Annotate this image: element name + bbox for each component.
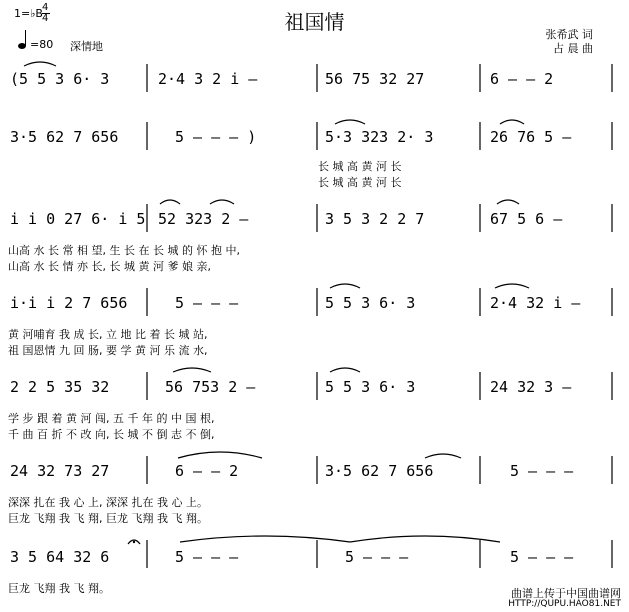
lyric-3-a: 山高 水 长 常 相 望, 生 长 在 长 城 的 怀 抱 中, [8,244,240,257]
measure-2-3: 5·3 323 2· 3 [325,128,434,146]
lyric-5-a: 学 步 跟 着 黄 河 闯, 五 千 年 的 中 国 根, [8,412,215,425]
measure-5-3: 5 5 3 6· 3 [325,378,416,396]
measure-3-2: 52 323 2 – [158,210,249,228]
measure-4-3: 5 5 3 6· 3 [325,294,416,312]
measure-5-1: 2 2 5 35 32 [10,378,110,396]
measure-2-4: 26 76 5 – [490,128,572,146]
measure-3-4: 67 5 6 – [490,210,563,228]
measure-1-1: (5 5 3 6· 3 [10,70,110,88]
time-signature [42,3,50,24]
measure-3-1: i i 0 27 6· i 5 [10,210,146,228]
measure-7-3: 5 – – – [345,548,409,566]
measure-5-2: 56 753 2 – [165,378,256,396]
measure-4-4: 2·4 32 i – [490,294,581,312]
lyric-7-a: 巨龙 飞翔 我 飞 翔。 [8,582,110,595]
measure-2-2: 5 – – – ) [175,128,257,146]
measure-5-4: 24 32 3 – [490,378,572,396]
time-sig-top: 4 [42,2,49,13]
measure-6-3: 3·5 62 7 656 [325,462,434,480]
measure-7-2: 5 – – – [175,548,239,566]
footer-site-url: HTTP://QUPU.HAO81.NET [508,599,621,609]
measure-1-2: 2·4 3 2 i – [158,70,258,88]
measure-3-3: 3 5 3 2 2 7 [325,210,425,228]
lyric-2-a: 长 城 高 黄 河 长 [318,160,402,173]
lyric-5-b: 千 曲 百 折 不 改 向, 长 城 不 倒 志 不 倒, [8,428,215,441]
measure-6-2: 6 – – 2 [175,462,239,480]
measure-2-1: 3·5 62 7 656 [10,128,119,146]
measure-4-2: 5 – – – [175,294,239,312]
footer-upload-note: 曲谱上传于中国曲谱网 [511,587,621,600]
expression-marking: 深情地 [70,40,103,53]
measure-1-3: 56 75 32 27 [325,70,425,88]
lyric-6-a: 深深 扎在 我 心 上, 深深 扎在 我 心 上。 [8,496,208,509]
time-sig-bottom: 4 [42,13,49,24]
measure-1-4: 6 – – 2 [490,70,554,88]
lyricist-credit: 张希武 词 [545,28,593,41]
lyric-4-b: 祖 国恩情 九 回 肠, 要 学 黄 河 乐 流 水, [8,344,208,357]
tempo-marking: =80 [30,38,54,51]
composer-credit: 占 晨 曲 [553,42,593,55]
lyric-6-b: 巨龙 飞翔 我 飞 翔, 巨龙 飞翔 我 飞 翔。 [8,512,208,525]
measure-6-4: 5 – – – [510,462,574,480]
song-title: 祖国情 [284,10,345,34]
measure-7-4: 5 – – – [510,548,574,566]
measure-7-1: 3 5 64 32 6 [10,548,110,566]
lyric-4-a: 黄 河哺育 我 成 长, 立 地 比 着 长 城 站, [8,328,208,341]
lyric-2-b: 长 城 高 黄 河 长 [318,176,402,189]
key-signature: 1=♭B [14,7,43,20]
lyric-3-b: 山高 水 长 情 亦 长, 长 城 黄 河 爹 娘 亲, [8,260,211,273]
measure-6-1: 24 32 73 27 [10,462,110,480]
measure-4-1: i·i i 2 7 656 [10,294,128,312]
